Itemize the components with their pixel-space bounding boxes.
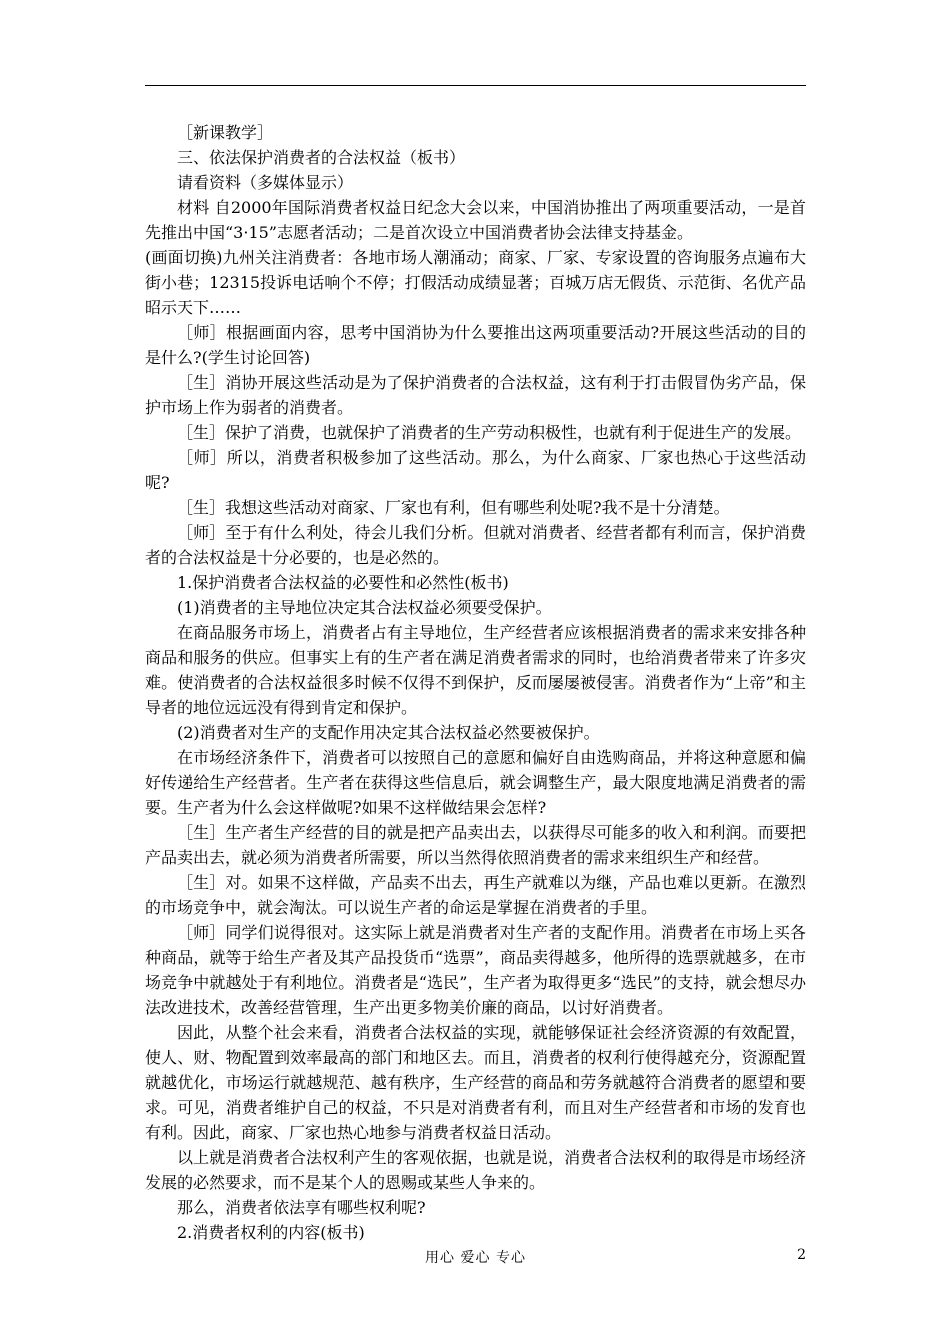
paragraph: 以上就是消费者合法权利产生的客观依据，也就是说，消费者合法权利的取得是市场经济发展的必然要求，而不是某个人的恩赐或某些人争来的。 [145,1148,806,1192]
paragraph: ［师］至于有什么利处，待会儿我们分析。但就对消费者、经营者都有利而言，保护消费者的合法权益是十分必要的，也是必然的。 [145,523,806,567]
paragraph: 因此，从整个社会来看，消费者合法权益的实现，就能够保证社会经济资源的有效配置，使人、财、物配置到效率最高的部门和地区去。而且，消费者的权利行使得越充分，资源配置就越优化，市场运行就越规范、越有秩序，生产经营的商品和劳务就越符合消费者的愿望和要求。可见，消费者维护自己的权益，不只是对消费者有利，而且对生产经营者和市场的发育也有利。因此，商家、厂家也热心地参与消费者权益日活动。 [145,1023,806,1142]
paragraph: 请看资料（多媒体显示） [177,173,354,192]
page-footer [145,1247,806,1267]
paragraph: (1)消费者的主导地位决定其合法权益必须要受保护。 [177,598,552,617]
paragraph: (2)消费者对生产的支配作用决定其合法权益必然要被保护。 [177,723,600,742]
paragraph: 在商品服务市场上，消费者占有主导地位，生产经营者应该根据消费者的需求来安排各种商品和服务的供应。但事实上有的生产者在满足消费者需求的同时，也给消费者带来了许多灾难。使消费者的合法权益很多时候不仅得不到保护，反而屡屡被侵害。消费者作为“上帝”和主导者的地位远远没有得到肯定和保护。 [145,623,806,717]
paragraph: ［生］生产者生产经营的目的就是把产品卖出去，以获得尽可能多的收入和利润。而要把产品卖出去，就必须为消费者所需要，所以当然得依照消费者的需求来组织生产和经营。 [145,823,806,867]
paragraph: 1.保护消费者合法权益的必要性和必然性(板书) [177,573,509,592]
page-number: 2 [797,1247,806,1263]
paragraph: 材料 自2000年国际消费者权益日纪念大会以来，中国消协推出了两项重要活动，一是首先推出中国“3·15”志愿者活动；二是首次设立中国消费者协会法律支持基金。 [145,198,806,242]
paragraph: ［师］根据画面内容，思考中国消协为什么要推出这两项重要活动?开展这些活动的目的是什么?(学生讨论回答) [145,323,806,367]
paragraph: ［生］保护了消费，也就保护了消费者的生产劳动积极性，也就有利于促进生产的发展。 [177,423,802,442]
document-body [145,120,806,1245]
paragraph: ［师］同学们说得很对。这实际上就是消费者对生产者的支配作用。消费者在市场上买各种商品，就等于给生产者及其产品投货币“选票”，商品卖得越多，他所得的选票就越多，在市场竞争中就越处于有利地位。消费者是“选民”，生产者为取得更多“选民”的支持，就会想尽办法改进技术，改善经营管理，生产出更多物美价廉的商品，以讨好消费者。 [145,923,806,1017]
paragraph: 那么，消费者依法享有哪些权利呢? [177,1198,426,1217]
paragraph: ［生］我想这些活动对商家、厂家也有利，但有哪些利处呢?我不是十分清楚。 [177,498,730,517]
paragraph: 三、依法保护消费者的合法权益（板书） [177,148,466,167]
paragraph: 在市场经济条件下，消费者可以按照自己的意愿和偏好自由选购商品，并将这种意愿和偏好传递给生产经营者。生产者在获得这些信息后，就会调整生产，最大限度地满足消费者的需要。生产者为什么会这样做呢?如果不这样做结果会怎样? [145,748,806,817]
footer-motto: 用心 爱心 专心 [425,1250,526,1266]
paragraph: 2.消费者权利的内容(板书) [177,1223,365,1242]
header-rule [145,85,806,86]
paragraph: ［生］对。如果不这样做，产品卖不出去，再生产就难以为继，产品也难以更新。在激烈的市场竞争中，就会淘汰。可以说生产者的命运是掌握在消费者的手里。 [145,873,806,917]
paragraph: ［新课教学］ [177,123,274,142]
paragraph: (画面切换)九州关注消费者：各地市场人潮涌动；商家、厂家、专家设置的咨询服务点遍布大街小巷；12315投诉电话响个不停；打假活动成绩显著；百城万店无假货、示范街、名优产品昭示天下…… [145,248,806,317]
paragraph: ［生］消协开展这些活动是为了保护消费者的合法权益，这有利于打击假冒伪劣产品，保护市场上作为弱者的消费者。 [145,373,806,417]
paragraph: ［师］所以，消费者积极参加了这些活动。那么，为什么商家、厂家也热心于这些活动呢? [145,448,806,492]
